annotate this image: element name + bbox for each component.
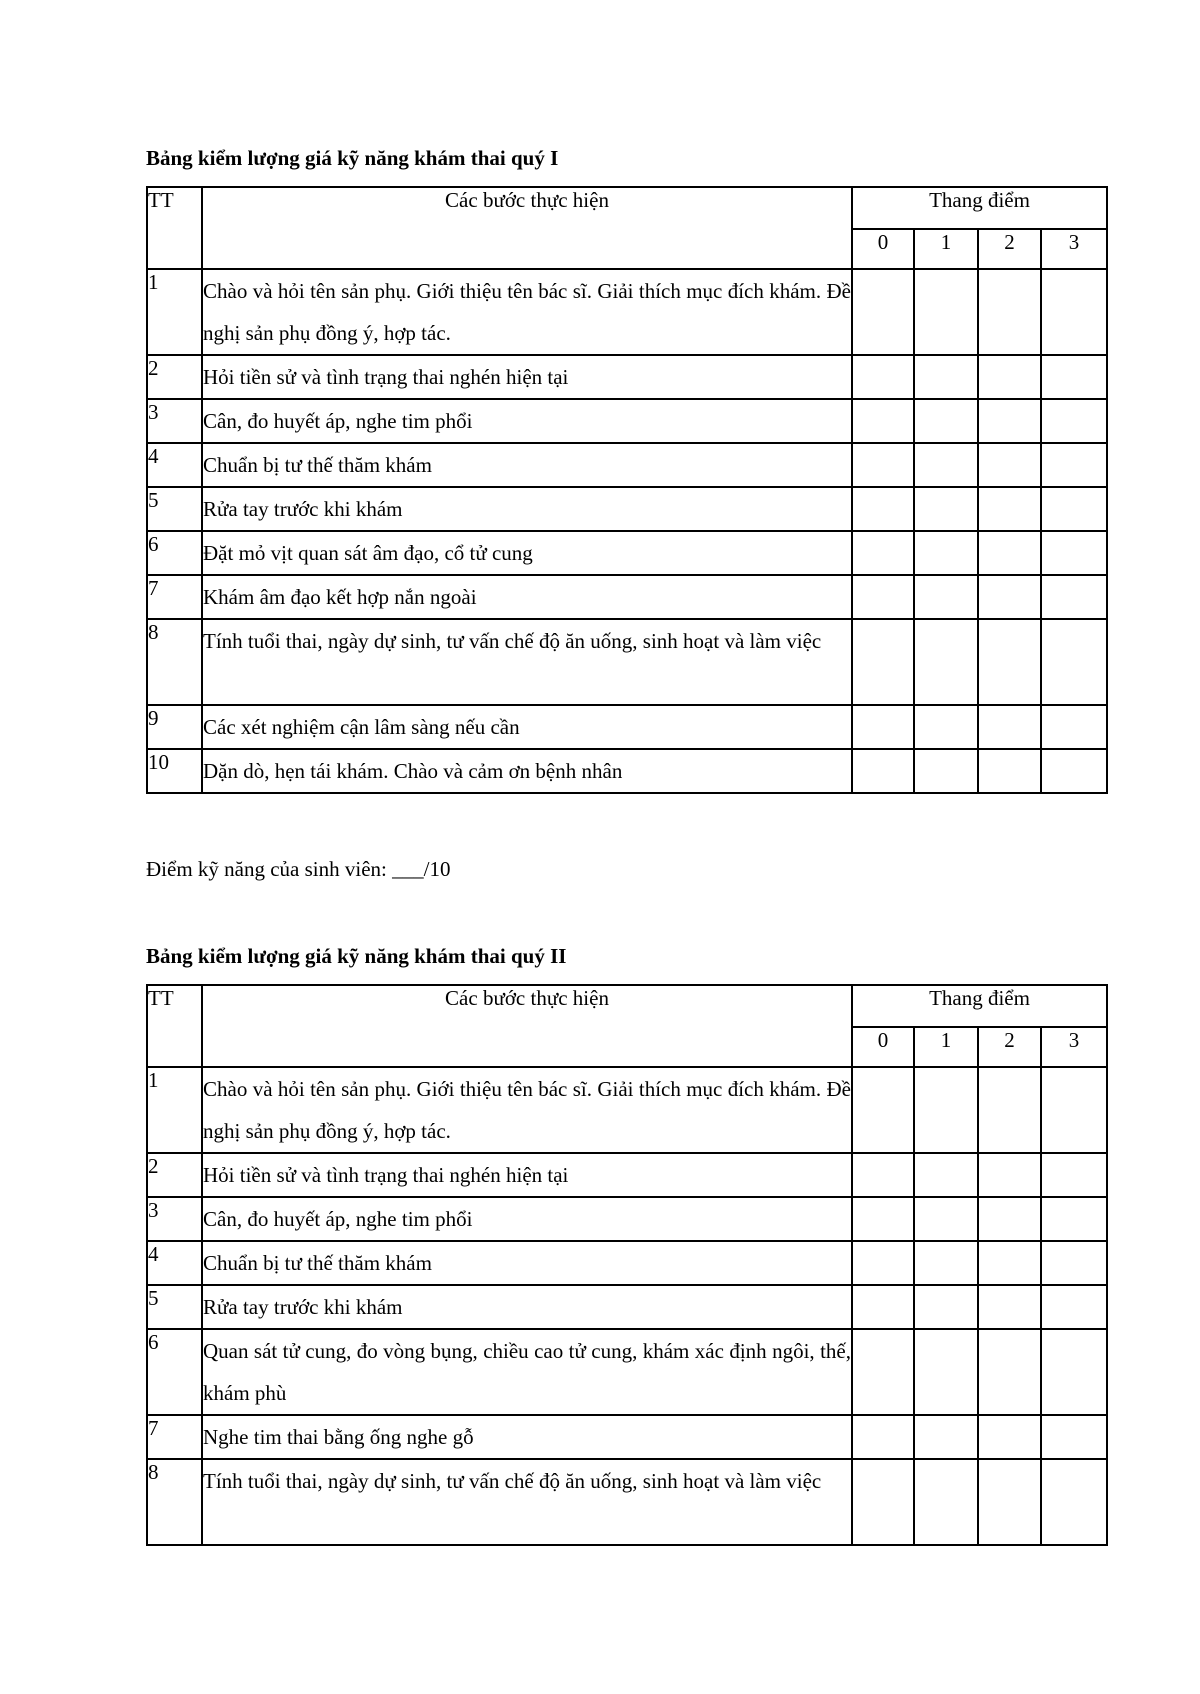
table-row — [147, 443, 1107, 487]
table1-body — [147, 269, 1107, 793]
row-number: 4 — [147, 443, 202, 487]
score-cell-1[interactable] — [914, 1329, 978, 1415]
table-row — [147, 1459, 1107, 1545]
score-cell-1[interactable] — [914, 1459, 978, 1545]
header-scale: Thang điểm — [852, 985, 1107, 1027]
step-description: Các xét nghiệm cận lâm sàng nếu cần — [202, 705, 852, 749]
score-cell-2[interactable] — [978, 269, 1041, 355]
row-number: 7 — [147, 1415, 202, 1459]
table-row — [147, 1153, 1107, 1197]
score-cell-1[interactable] — [914, 749, 978, 793]
table-row — [147, 1067, 1107, 1153]
step-description: Rửa tay trước khi khám — [202, 1285, 852, 1329]
header-point-3: 3 — [1041, 1027, 1107, 1067]
score-cell-3[interactable] — [1041, 1067, 1107, 1153]
table-row — [147, 1241, 1107, 1285]
row-number: 9 — [147, 705, 202, 749]
row-number: 2 — [147, 1153, 202, 1197]
table-row — [147, 749, 1107, 793]
score-cell-2[interactable] — [978, 487, 1041, 531]
score-cell-1[interactable] — [914, 705, 978, 749]
score-cell-1[interactable] — [914, 443, 978, 487]
table-row — [147, 355, 1107, 399]
header-point-2: 2 — [978, 1027, 1041, 1067]
score-cell-1[interactable] — [914, 1067, 978, 1153]
header-point-0: 0 — [852, 229, 914, 269]
step-description: Hỏi tiền sử và tình trạng thai nghén hiện tại — [202, 1153, 852, 1197]
score-cell-3[interactable] — [1041, 1197, 1107, 1241]
score-cell-1[interactable] — [914, 531, 978, 575]
score-cell-3[interactable] — [1041, 443, 1107, 487]
score-cell-3[interactable] — [1041, 705, 1107, 749]
table1-checklist — [146, 186, 1108, 794]
table-row — [147, 705, 1107, 749]
header-scale: Thang điểm — [852, 187, 1107, 229]
step-description: Rửa tay trước khi khám — [202, 487, 852, 531]
table-row — [147, 531, 1107, 575]
score-cell-0[interactable] — [852, 531, 914, 575]
score-cell-2[interactable] — [978, 1241, 1041, 1285]
row-number: 2 — [147, 355, 202, 399]
score-cell-2[interactable] — [978, 399, 1041, 443]
row-number: 3 — [147, 399, 202, 443]
score-cell-3[interactable] — [1041, 269, 1107, 355]
row-number: 7 — [147, 575, 202, 619]
score-cell-2[interactable] — [978, 575, 1041, 619]
step-description: Chào và hỏi tên sản phụ. Giới thiệu tên bác sĩ. Giải thích mục đích khám. Đề nghị sản phụ đồng ý, hợp tác. — [202, 269, 852, 355]
score-cell-0[interactable] — [852, 487, 914, 531]
table-row — [147, 1415, 1107, 1459]
row-number: 4 — [147, 1241, 202, 1285]
score-cell-1[interactable] — [914, 487, 978, 531]
table-row — [147, 575, 1107, 619]
step-description: Chuẩn bị tư thế thăm khám — [202, 443, 852, 487]
score-cell-1[interactable] — [914, 575, 978, 619]
table-row — [147, 1329, 1107, 1415]
table-row — [147, 1285, 1107, 1329]
student-score-line: Điểm kỹ năng của sinh viên: ___/10 — [146, 857, 451, 881]
score-cell-3[interactable] — [1041, 1285, 1107, 1329]
score-cell-2[interactable] — [978, 1067, 1041, 1153]
score-cell-0[interactable] — [852, 443, 914, 487]
score-cell-0[interactable] — [852, 1285, 914, 1329]
score-cell-3[interactable] — [1041, 487, 1107, 531]
row-number: 8 — [147, 619, 202, 705]
step-description: Tính tuổi thai, ngày dự sinh, tư vấn chế độ ăn uống, sinh hoạt và làm việc — [202, 619, 852, 705]
table1-title: Bảng kiểm lượng giá kỹ năng khám thai quý I — [146, 146, 559, 170]
header-point-3: 3 — [1041, 229, 1107, 269]
header-point-1: 1 — [914, 229, 978, 269]
table-row — [147, 399, 1107, 443]
table2-checklist — [146, 984, 1108, 1546]
score-cell-3[interactable] — [1041, 1241, 1107, 1285]
score-cell-2[interactable] — [978, 705, 1041, 749]
score-cell-0[interactable] — [852, 1067, 914, 1153]
score-cell-1[interactable] — [914, 1285, 978, 1329]
score-cell-0[interactable] — [852, 269, 914, 355]
score-cell-3[interactable] — [1041, 1415, 1107, 1459]
score-cell-2[interactable] — [978, 1459, 1041, 1545]
score-cell-1[interactable] — [914, 269, 978, 355]
header-point-0: 0 — [852, 1027, 914, 1067]
score-cell-2[interactable] — [978, 749, 1041, 793]
header-steps: Các bước thực hiện — [202, 187, 852, 269]
header-tt: TT — [147, 985, 202, 1067]
score-cell-3[interactable] — [1041, 1153, 1107, 1197]
step-description: Khám âm đạo kết hợp nắn ngoài — [202, 575, 852, 619]
score-cell-3[interactable] — [1041, 575, 1107, 619]
score-cell-1[interactable] — [914, 1197, 978, 1241]
score-cell-3[interactable] — [1041, 1329, 1107, 1415]
score-cell-0[interactable] — [852, 749, 914, 793]
row-number: 1 — [147, 1067, 202, 1153]
score-cell-1[interactable] — [914, 1415, 978, 1459]
score-cell-2[interactable] — [978, 1197, 1041, 1241]
header-point-2: 2 — [978, 229, 1041, 269]
score-cell-1[interactable] — [914, 619, 978, 705]
row-number: 3 — [147, 1197, 202, 1241]
row-number: 10 — [147, 749, 202, 793]
row-number: 5 — [147, 487, 202, 531]
score-cell-0[interactable] — [852, 355, 914, 399]
step-description: Quan sát tử cung, đo vòng bụng, chiều cao tử cung, khám xác định ngôi, thế, khám phù — [202, 1329, 852, 1415]
score-cell-3[interactable] — [1041, 1459, 1107, 1545]
table-row — [147, 487, 1107, 531]
score-cell-3[interactable] — [1041, 749, 1107, 793]
score-cell-1[interactable] — [914, 1241, 978, 1285]
score-cell-2[interactable] — [978, 619, 1041, 705]
score-cell-0[interactable] — [852, 1241, 914, 1285]
score-cell-0[interactable] — [852, 575, 914, 619]
step-description: Nghe tim thai bằng ống nghe gỗ — [202, 1415, 852, 1459]
row-number: 6 — [147, 531, 202, 575]
score-cell-2[interactable] — [978, 531, 1041, 575]
row-number: 8 — [147, 1459, 202, 1545]
score-cell-1[interactable] — [914, 1153, 978, 1197]
score-cell-0[interactable] — [852, 1197, 914, 1241]
table-row — [147, 269, 1107, 355]
score-cell-0[interactable] — [852, 1415, 914, 1459]
score-cell-0[interactable] — [852, 1329, 914, 1415]
table-row — [147, 619, 1107, 705]
score-cell-1[interactable] — [914, 399, 978, 443]
score-cell-2[interactable] — [978, 443, 1041, 487]
score-cell-0[interactable] — [852, 399, 914, 443]
step-description: Đặt mỏ vịt quan sát âm đạo, cổ tử cung — [202, 531, 852, 575]
row-number: 6 — [147, 1329, 202, 1415]
header-point-1: 1 — [914, 1027, 978, 1067]
row-number: 5 — [147, 1285, 202, 1329]
score-cell-3[interactable] — [1041, 399, 1107, 443]
table-row — [147, 1197, 1107, 1241]
score-cell-1[interactable] — [914, 355, 978, 399]
score-cell-2[interactable] — [978, 1329, 1041, 1415]
row-number: 1 — [147, 269, 202, 355]
step-description: Hỏi tiền sử và tình trạng thai nghén hiện tại — [202, 355, 852, 399]
step-description: Dặn dò, hẹn tái khám. Chào và cảm ơn bệnh nhân — [202, 749, 852, 793]
score-cell-0[interactable] — [852, 1153, 914, 1197]
score-cell-3[interactable] — [1041, 619, 1107, 705]
step-description: Chuẩn bị tư thế thăm khám — [202, 1241, 852, 1285]
score-cell-2[interactable] — [978, 355, 1041, 399]
step-description: Cân, đo huyết áp, nghe tim phổi — [202, 399, 852, 443]
step-description: Chào và hỏi tên sản phụ. Giới thiệu tên bác sĩ. Giải thích mục đích khám. Đề nghị sản phụ đồng ý, hợp tác. — [202, 1067, 852, 1153]
score-cell-3[interactable] — [1041, 355, 1107, 399]
score-cell-0[interactable] — [852, 705, 914, 749]
table2-body — [147, 1067, 1107, 1545]
score-cell-3[interactable] — [1041, 531, 1107, 575]
score-cell-0[interactable] — [852, 619, 914, 705]
header-steps: Các bước thực hiện — [202, 985, 852, 1067]
score-cell-0[interactable] — [852, 1459, 914, 1545]
header-tt: TT — [147, 187, 202, 269]
score-cell-2[interactable] — [978, 1153, 1041, 1197]
score-cell-2[interactable] — [978, 1415, 1041, 1459]
table2-title: Bảng kiểm lượng giá kỹ năng khám thai quý II — [146, 944, 567, 968]
step-description: Tính tuổi thai, ngày dự sinh, tư vấn chế độ ăn uống, sinh hoạt và làm việc — [202, 1459, 852, 1545]
score-cell-2[interactable] — [978, 1285, 1041, 1329]
step-description: Cân, đo huyết áp, nghe tim phổi — [202, 1197, 852, 1241]
